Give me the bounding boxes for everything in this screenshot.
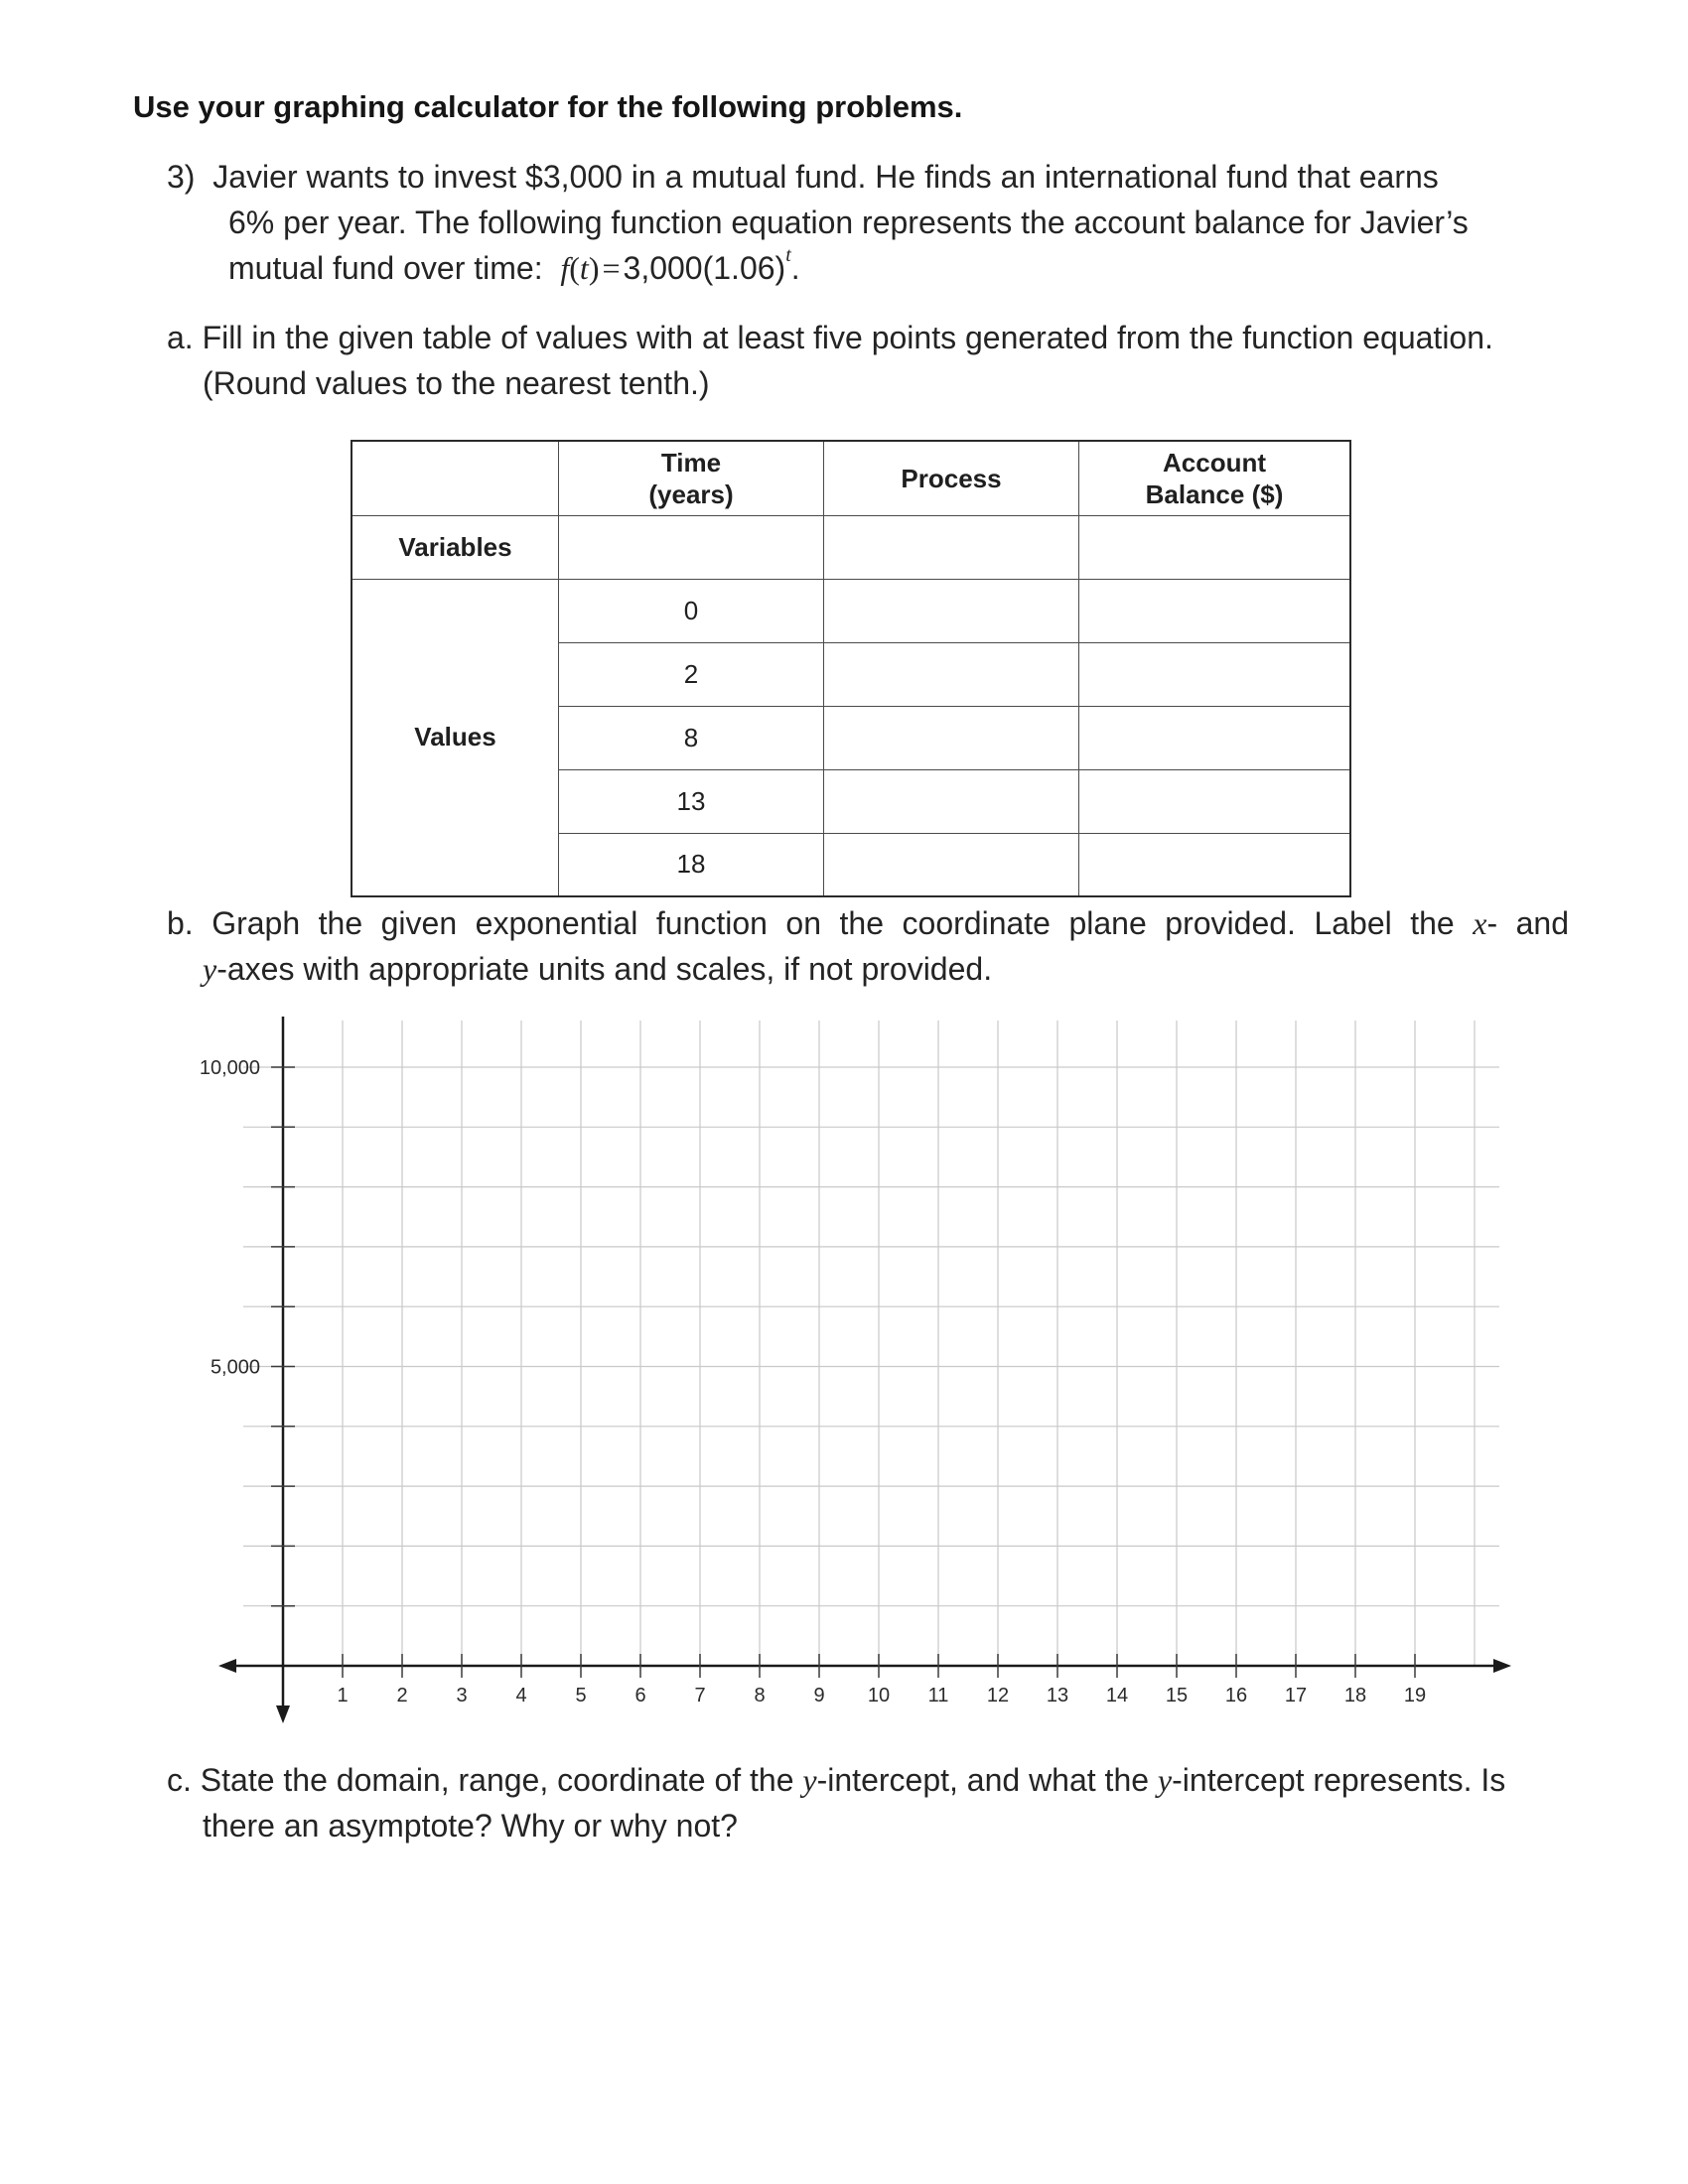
problem-line-2: 6% per year. The following function equation represents the account balance for Javier’s (228, 205, 1469, 240)
x-tick-label: 14 (1105, 1685, 1129, 1706)
table-header-row (352, 441, 1350, 515)
time-variable-cell[interactable] (559, 515, 824, 579)
tick-marks (271, 1067, 1415, 1678)
process-cell[interactable] (824, 579, 1079, 642)
part-b-instructions (167, 900, 1569, 992)
x-tick-label: 10 (867, 1685, 891, 1706)
problem-line-3 (167, 245, 1469, 296)
x-tick-label: 18 (1343, 1685, 1367, 1706)
part-a-line-2: (Round values to the nearest tenth.) (203, 365, 710, 401)
balance-cell[interactable] (1079, 769, 1351, 833)
x-tick-label: 11 (927, 1685, 949, 1706)
instructions-heading: Use your graphing calculator for the following problems. (133, 89, 963, 124)
variables-row (352, 515, 1350, 579)
x-tick-label: 1 (337, 1685, 349, 1706)
axes (218, 1017, 1511, 1723)
tick-labels (200, 1057, 1426, 1706)
balance-cell[interactable] (1079, 642, 1351, 706)
problem-text-line-3: mutual fund over time: (228, 250, 543, 286)
time-header: Time (years) (559, 441, 824, 515)
variables-label: Variables (352, 515, 559, 579)
balance-variable-cell[interactable] (1079, 515, 1351, 579)
x-axis-left-arrow (218, 1659, 236, 1673)
x-tick-label: 6 (634, 1685, 646, 1706)
balance-cell[interactable] (1079, 706, 1351, 769)
problem-number: 3) (167, 159, 196, 195)
grid-lines (243, 1021, 1499, 1666)
x-tick-label: 12 (986, 1685, 1010, 1706)
time-value-cell: 0 (559, 579, 824, 642)
balance-header: Account Balance ($) (1079, 441, 1351, 515)
x-tick-label: 3 (456, 1685, 468, 1706)
x-tick-label: 16 (1224, 1685, 1248, 1706)
problem-line-1 (167, 154, 1469, 200)
process-cell[interactable] (824, 706, 1079, 769)
x-tick-label: 15 (1165, 1685, 1189, 1706)
part-b-line-2: y-axes with appropriate units and scales, if not provided. (203, 951, 993, 987)
part-a-instructions (167, 315, 1493, 406)
x-tick-label: 17 (1284, 1685, 1308, 1706)
y-tick-label: 10,000 (199, 1057, 260, 1079)
process-variable-cell[interactable] (824, 515, 1079, 579)
process-cell[interactable] (824, 833, 1079, 896)
time-value-cell: 2 (559, 642, 824, 706)
time-value-cell: 13 (559, 769, 824, 833)
part-c-instructions (167, 1757, 1505, 1848)
table-row (352, 579, 1350, 642)
part-c-line-2: there an asymptote? Why or why not? (203, 1808, 738, 1843)
x-tick-label: 8 (754, 1685, 766, 1706)
coordinate-plane[interactable] (189, 1013, 1519, 1747)
process-cell[interactable] (824, 642, 1079, 706)
y-tick-label: 5,000 (210, 1356, 260, 1379)
x-tick-label: 2 (396, 1685, 408, 1706)
time-value-cell: 18 (559, 833, 824, 896)
part-c-line-1: c. State the domain, range, coordinate of the y-intercept, and what the y-intercept represents. Is (167, 1762, 1506, 1798)
x-tick-label: 5 (575, 1685, 587, 1706)
function-equation: $f(t)=3,000(1.06)^t$. (560, 244, 800, 286)
problem-statement (167, 154, 1469, 296)
part-b-line-1: b. Graph the given exponential function on the coordinate plane provided. Label the x- and (167, 905, 1570, 941)
process-header: Process (824, 441, 1079, 515)
x-tick-label: 19 (1403, 1685, 1427, 1706)
balance-cell[interactable] (1079, 579, 1351, 642)
x-tick-label: 7 (694, 1685, 706, 1706)
balance-cell[interactable] (1079, 833, 1351, 896)
time-value-cell: 8 (559, 706, 824, 769)
x-axis-right-arrow (1493, 1659, 1511, 1673)
y-axis-down-arrow (276, 1706, 290, 1723)
problem-text-line-1: Javier wants to invest $3,000 in a mutual fund. He finds an international fund that earns (212, 159, 1439, 195)
x-tick-label: 4 (515, 1685, 527, 1706)
process-cell[interactable] (824, 769, 1079, 833)
values-label: Values (352, 579, 559, 896)
part-a-line-1: a. Fill in the given table of values with at least five points generated from the function equation. (167, 320, 1493, 355)
values-table (351, 440, 1351, 897)
x-tick-label: 13 (1046, 1685, 1069, 1706)
table-corner-cell (352, 441, 559, 515)
x-tick-label: 9 (813, 1685, 825, 1706)
